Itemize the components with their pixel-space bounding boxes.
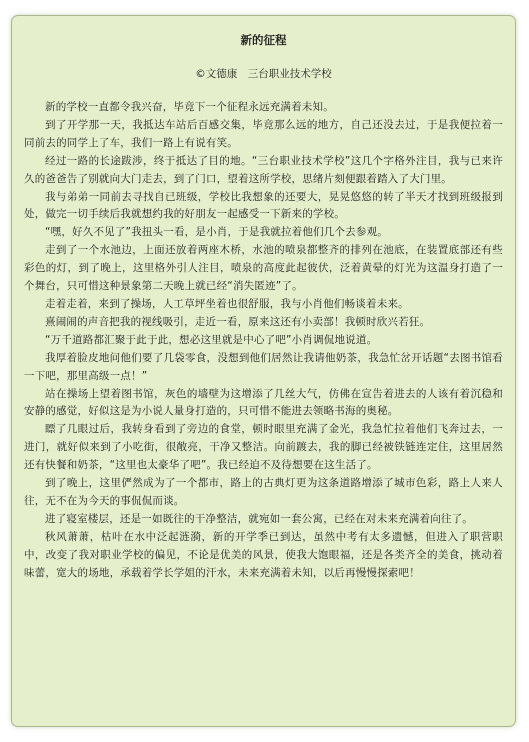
paragraph: 到了晚上，这里俨然成为了一个都市，路上的古典灯更为这条道路增添了城市色彩，路上人来人往，无不在为今天的事侃侃而谈。 xyxy=(24,477,503,507)
paragraph: “嘿，好久不见了”我扭头一看，是小肖，于是我就拉着他们几个去参观。 xyxy=(45,226,388,239)
article-panel xyxy=(11,15,516,727)
paragraph: 站在操场上望着图书馆，灰色的墙壁为这增添了几丝大气，仿佛在宣告着进去的人该有着沉稳和安静的感觉，好似这是为小说人量身打造的，只可惜不能进去领略书海的奥秘。 xyxy=(24,387,503,418)
paragraph: 经过一路的长途跋涉，终于抵达了目的地。“三台职业技术学校”这几个字格外注目，我与已来许久的爸爸告了别就向大门走去，到了门口，望着这所学校，思绪片刻便跟着踏入了大门里。 xyxy=(24,154,503,185)
paragraph: 到了开学那一天，我抵达车站后百感交集，毕竟那么远的地方，自己还没去过，于是我便拉着一同前去的同学上了车，我们一路上有说有笑。 xyxy=(24,118,503,149)
paragraph: 瞟了几眼过后，我转身看到了旁边的食堂，顿时眼里充满了金光，我急忙拉着他们飞奔过去，一进门，就好似来到了小吃街，很敞亮，干净又整洁。向前踱去，我的脚已经被铁链连定住，这里居然还有快餐和奶茶，“这里也太豪华了吧”。我已经迫不及待想要在这生活了。 xyxy=(24,423,503,472)
paragraph: 我厚着脸皮地问他们要了几袋零食，没想到他们居然让我请他奶茶，我急忙岔开话题“去图书馆看一下吧，那里高级一点！” xyxy=(24,351,503,382)
paragraph: 走到了一个水池边，上面还放着两座木桥，水池的喷泉都整齐的排列在池底，在装置底部还有些彩色的灯，到了晚上，这里格外引人注目，喷泉的高度此起彼伏，泛着黄晕的灯光为这温身打造了一个舞台，只可惜这种景象第二天晚上就已经“消失匿迹”了。 xyxy=(24,244,503,293)
paragraph: 我与弟弟一同前去寻找自已班级，学校比我想象的还要大，晃晃悠悠的转了半天才找到班级报到处，做完一切手续后我就想约我的好朋友一起感受一下新来的学校。 xyxy=(24,190,503,221)
paragraph: 进了寝室楼层，还是一如既往的干净整洁，就宛如一套公寓，已经在对未来充满着向往了。 xyxy=(45,512,473,525)
paragraph: 秋风萧萧，枯叶在水中泛起涟漪，新的开学季已到达，虽然中考有太多遗憾，但进入了职营职中，改变了我对职业学校的偏见，不论是优美的风景，使我大饱眼福，还是各类齐全的美食，挑动着味蕾，宽大的场地，承载着学长学姐的汗水，未来充满着未知，以后再慢慢探索吧！ xyxy=(24,530,503,579)
article-byline: ©文德康 三台职业技术学校 xyxy=(195,68,332,80)
paragraph: 熹闹闹的声音把我的视线吸引，走近一看，原来这还有小卖部！我顿时欣兴若狂。 xyxy=(45,315,431,328)
paragraph: 走着走着，来到了操场，人工草坪坐着也很舒服，我与小肖他们畅谈着未来。 xyxy=(45,297,409,310)
article-title: 新的征程 xyxy=(240,33,287,47)
paragraph: “万千道路都汇聚于此于此，想必这里就是中心了吧”小肖调侃地说道。 xyxy=(45,333,378,346)
paragraph: 新的学校一直都令我兴奋，毕竟下一个征程永远充满着未知。 xyxy=(45,101,334,113)
article-body xyxy=(24,99,503,582)
